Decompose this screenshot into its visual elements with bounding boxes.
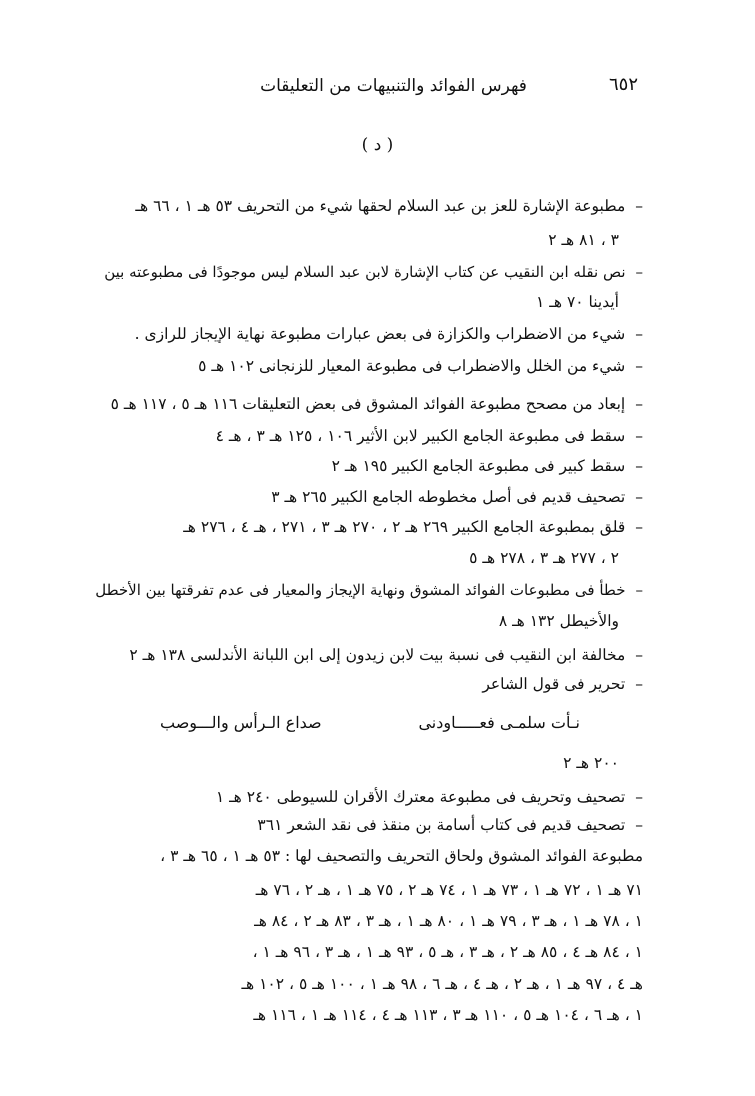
entry-dash: – [635, 788, 643, 806]
entry-text: ٢ ، ٢٧٧ هـ ٣ ، ٢٧٨ هـ ٥ [469, 549, 619, 567]
entry-text: إبعاد من مصحح مطبوعة الفوائد المشوق فى بعض التعليقات ١١٦ هـ ٥ ، ١١٧ هـ ٥ [110, 395, 626, 413]
entry-dash: – [635, 357, 643, 375]
index-entry-continuation [548, 230, 619, 250]
page-number: ٦٥٢ [608, 74, 638, 95]
entry-dash: – [635, 325, 643, 343]
entry-text: سقط فى مطبوعة الجامع الكبير لابن الأثير ١٠٦ ، ١٢٥ هـ ٣ ، هـ ٤ [215, 427, 626, 445]
index-entry [198, 356, 643, 376]
entry-text: شيء من الخلل والاضطراب فى مطبوعة المعيار للزنجانى ١٠٢ هـ ٥ [198, 357, 626, 375]
entry-text: ٣ ، ٨١ هـ ٢ [548, 231, 619, 249]
entry-dash: – [635, 427, 643, 445]
running-title: فهرس الفوائد والتنبيهات من التعليقات [260, 76, 527, 96]
entry-text: والأخيطل ١٣٢ هـ ٨ [498, 612, 619, 630]
index-entry [95, 580, 643, 600]
final-entry-line: ٧١ هـ ١ ، ٧٢ هـ ١ ، ٧٣ هـ ١ ، ٧٤ هـ ٢ ، ٧٥ هـ ١ ، هـ ٢ ، ٧٦ هـ [255, 881, 643, 899]
final-entry-line: ١ ، ٨٤ هـ ٤ ، ٨٥ هـ ٢ ، هـ ٣ ، هـ ٥ ، ٩٣ هـ ١ ، هـ ٣ ، ٩٦ هـ ١ ، [252, 943, 643, 961]
entry-text: تصحيف قديم فى أصل مخطوطه الجامع الكبير ٢٦٥ هـ ٣ [271, 488, 626, 506]
entry-dash: – [635, 816, 643, 834]
index-entry [271, 487, 643, 507]
verse-hemistich-first: نـأت سلمـى فعـــــاودنى [418, 713, 580, 732]
index-entry-continuation [499, 611, 619, 631]
index-entry [332, 456, 643, 476]
entry-text: نص نقله ابن النقيب عن كتاب الإشارة لابن عبد السلام ليس موجودًا فى مطبوعته بين [104, 263, 626, 281]
index-entry [183, 517, 643, 537]
index-entry [111, 394, 643, 414]
index-entry [216, 787, 643, 807]
index-entry [216, 426, 643, 446]
entry-dash: – [635, 488, 643, 506]
entry-dash: – [635, 581, 643, 599]
final-entry-line: مطبوعة الفوائد المشوق ولحاق التحريف والتصحيف لها : ٥٣ هـ ١ ، ٦٥ هـ ٣ ، [160, 847, 643, 865]
final-entry-line: ١ ، ٧٨ هـ ١ ، هـ ٣ ، ٧٩ هـ ١ ، ٨٠ هـ ١ ، هـ ٣ ، ٨٣ هـ ٢ ، ٨٤ هـ [254, 912, 643, 930]
entry-dash: – [635, 518, 643, 536]
entry-text: تصحيف وتحريف فى مطبوعة معترك الأقران للسيوطى ٢٤٠ هـ ١ [215, 788, 626, 806]
entry-text: تحرير فى قول الشاعر [482, 675, 626, 693]
final-entry-line: ١ ، هـ ٦ ، ١٠٤ هـ ٥ ، ١١٠ هـ ٣ ، ١١٣ هـ ٤ ، ١١٤ هـ ١ ، ١١٦ هـ [253, 1006, 643, 1024]
entry-text: خطأ فى مطبوعات الفوائد المشوق ونهاية الإيجاز والمعيار فى عدم تفرقتها بين الأخطل [95, 581, 626, 599]
final-entry-line: هـ ٤ ، ٩٧ هـ ١ ، هـ ٢ ، هـ ٤ ، هـ ٦ ، ٩٨ هـ ١ ، ١٠٠ هـ ٥ ، ١٠٢ هـ [241, 975, 643, 993]
entry-dash: – [635, 197, 643, 215]
entry-text: ٢٠٠ هـ ٢ [563, 754, 619, 772]
index-entry [135, 324, 643, 344]
entry-text: تصحيف قديم فى كتاب أسامة بن منقذ فى نقد الشعر ٣٦١ [257, 816, 626, 834]
index-entry-continuation [469, 548, 619, 568]
index-entry [257, 815, 643, 835]
index-entry [482, 674, 643, 694]
entry-text: سقط كبير فى مطبوعة الجامع الكبير ١٩٥ هـ ٢ [331, 457, 626, 475]
entry-dash: – [635, 457, 643, 475]
index-entry [135, 196, 643, 216]
entry-text: قلق بمطبوعة الجامع الكبير ٢٦٩ هـ ٢ ، ٢٧٠ هـ ٣ ، ٢٧١ ، هـ ٤ ، ٢٧٦ هـ [183, 518, 626, 536]
section-letter: ( د ) [361, 135, 394, 155]
verse-hemistich-second: صداع الـرأس والـــوصب [160, 713, 322, 732]
entry-dash: – [635, 395, 643, 413]
entry-text: مخالفة ابن النقيب فى نسبة بيت لابن زيدون إلى ابن اللبانة الأندلسى ١٣٨ هـ ٢ [129, 646, 626, 664]
index-entry-continuation [536, 292, 619, 312]
index-entry [129, 645, 643, 665]
entry-text: شيء من الاضطراب والكزازة فى بعض عبارات مطبوعة نهاية الإيجاز للرازى . [134, 325, 626, 343]
entry-text: مطبوعة الإشارة للعز بن عبد السلام لحقها شيء من التحريف ٥٣ هـ ١ ، ٦٦ هـ [135, 197, 626, 215]
entry-dash: – [635, 675, 643, 693]
entry-text: أيدينا ٧٠ هـ ١ [536, 293, 619, 311]
index-entry [104, 262, 643, 282]
entry-dash: – [635, 646, 643, 664]
index-entry-continuation [563, 753, 619, 773]
poetry-verse [160, 713, 580, 732]
entry-dash: – [635, 263, 643, 281]
